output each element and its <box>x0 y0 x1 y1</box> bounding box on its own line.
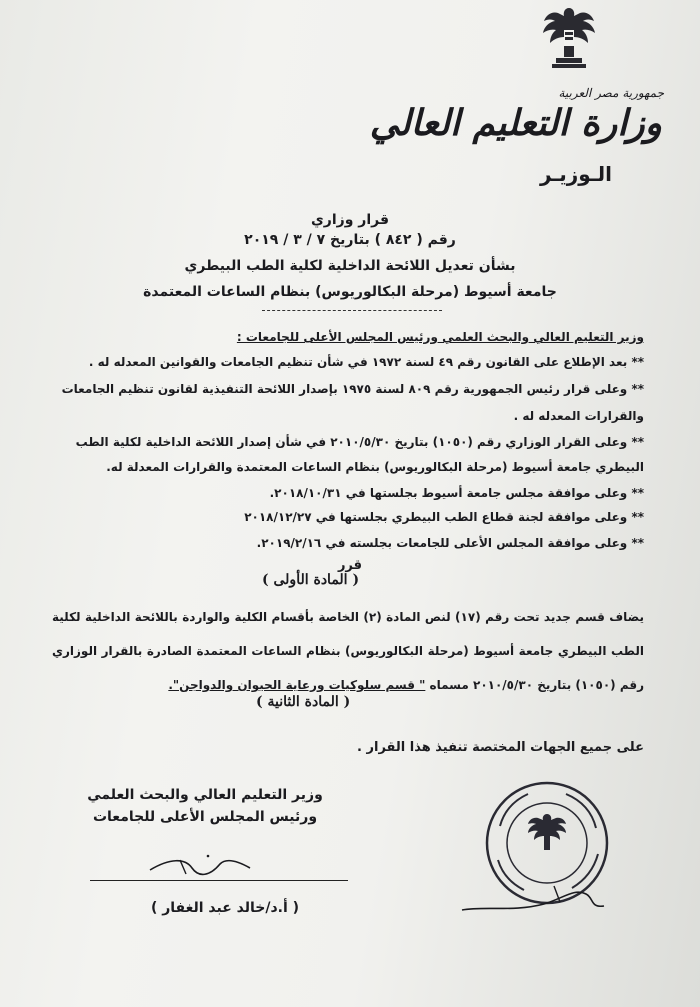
decree-title: قرار وزاري <box>310 212 390 228</box>
decree-subject-line2: جامعة أسيوط (مرحلة البكالوريوس) بنظام الساعات المعتمدة <box>143 284 557 300</box>
preamble-clause: ** وعلى موافقة لجنة قطاع الطب البيطري بجلستها في ٢٠١٨/١٢/٢٧ <box>244 510 644 524</box>
divider <box>262 310 442 311</box>
preamble-clause: ** وعلى موافقة المجلس الأعلى للجامعات بجلسته في ٢٠١٩/٢/١٦. <box>256 536 644 550</box>
article1-body <box>52 600 644 702</box>
preamble-clause: ** وعلى قرار رئيس الجمهورية رقم ٨٠٩ لسنة ١٩٧٥ بإصدار اللائحة التنفيذية لقانون تنظيم الجامعات والقرارات المعدله له . <box>61 382 644 423</box>
republic-label: جمهورية مصر العربية <box>558 86 664 100</box>
signatory-title <box>70 784 340 828</box>
signature-line <box>90 880 348 881</box>
signatory-name: ( أ.د/خالد عبد الغفار ) <box>150 900 300 916</box>
decided-label: قرر <box>337 558 363 573</box>
article1-heading: ( المادة الأولى ) <box>262 572 360 588</box>
decree-number: رقم ( ٨٤٢ ) بتاريخ ٧ / ٣ / ٢٠١٩ <box>244 232 456 248</box>
ministry-name: وزارة التعليم العالي <box>369 102 662 144</box>
handwritten-signature <box>454 880 614 920</box>
minister-label: الـوزيـر <box>539 162 612 186</box>
eagle-emblem-icon <box>540 4 598 70</box>
article1-department: " قسم سلوكيات ورعاية الحيوان والدواجن". <box>168 678 426 692</box>
signatory-title-line2: ورئيس المجلس الأعلى للجامعات <box>92 809 318 825</box>
signatory-title-line1: وزير التعليم العالي والبحث العلمي <box>87 787 323 803</box>
article2-body: على جميع الجهات المختصة تنفيذ هذا القرار . <box>357 740 644 755</box>
handwritten-signature <box>140 850 260 880</box>
preamble-intro: وزير التعليم العالي والبحث العلمي ورئيس المجلس الأعلى للجامعات : <box>236 330 644 344</box>
preamble-clause: ** وعلى موافقة مجلس جامعة أسيوط بجلستها في ٢٠١٨/١٠/٣١. <box>269 486 644 500</box>
preamble-clause: ** بعد الإطلاع على القانون رقم ٤٩ لسنة ١٩٧٢ في شأن تنظيم الجامعات والقوانين المعدله له . <box>88 355 644 369</box>
article2-heading: ( المادة الثانية ) <box>256 694 351 710</box>
preamble-clause: ** وعلى القرار الوزاري رقم (١٠٥٠) بتاريخ ٢٠١٠/٥/٣٠ في شأن إصدار اللائحة الداخلية لكلية الطب البيطري جامعة أسيوط (مرحلة البكالوريوس) بنظام الساعات المعتمدة والقرارات المعدلة له. <box>75 435 644 474</box>
decree-subject-line1: بشأن تعديل اللائحة الداخلية لكلية الطب البيطري <box>184 258 516 274</box>
article1-text: يضاف قسم جديد تحت رقم (١٧) لنص المادة (٢) الخاصة بأقسام الكلية والواردة باللائحة الداخلية لكلية الطب البيطري جامعة أسيوط (مرحلة البكالوريوس) بنظام الساعات المعتمدة الصادرة بالقرار الوزاري رقم (١٠٥٠) بتاريخ ٢٠١٠/٥/٣٠ مسماه <box>52 610 644 692</box>
